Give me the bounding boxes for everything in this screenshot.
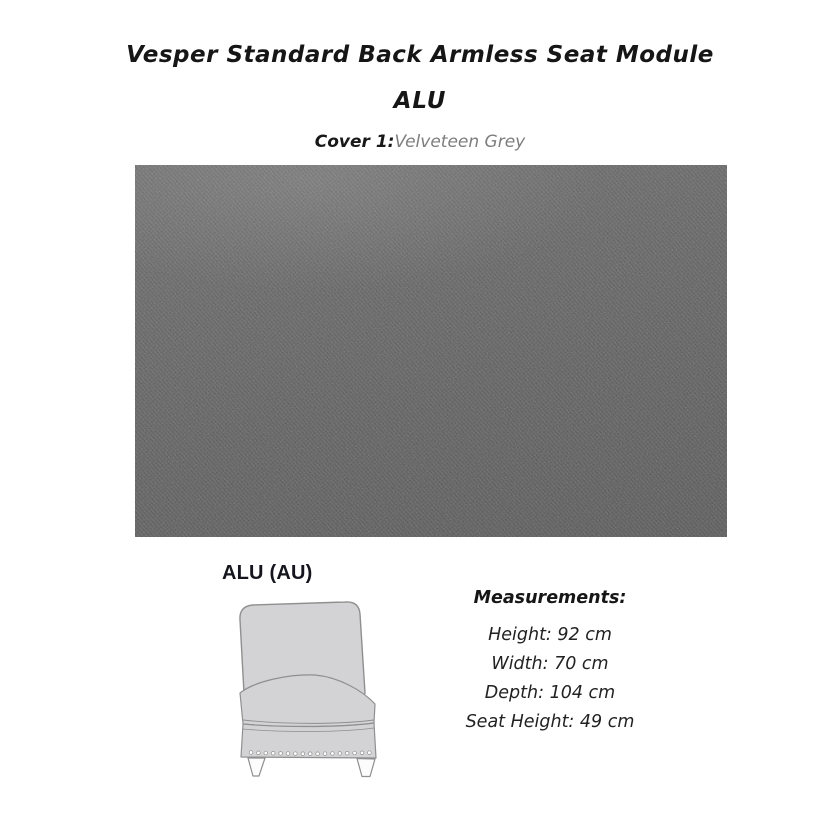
left-leg	[248, 758, 265, 776]
measurement-row-seat-height	[415, 708, 685, 737]
measurement-label: Width:	[491, 654, 549, 674]
measurements-section	[415, 588, 685, 737]
cover-label: Cover 1:	[314, 132, 395, 152]
page-title: Vesper Standard Back Armless Seat Module	[126, 42, 714, 68]
measurement-value: 70 cm	[554, 654, 609, 674]
measurement-label: Seat Height:	[465, 712, 575, 732]
measurement-row-height	[415, 621, 685, 650]
measurement-row-width	[415, 650, 685, 679]
measurement-label: Depth:	[484, 683, 544, 703]
measurement-value: 49 cm	[579, 712, 635, 732]
module-code-label: ALU (AU)	[222, 562, 313, 584]
measurements-heading: Measurements:	[473, 588, 627, 608]
fabric-swatch-image	[135, 165, 727, 537]
measurement-label: Height:	[488, 625, 552, 645]
measurement-value: 92 cm	[557, 625, 612, 645]
measurement-value: 104 cm	[549, 683, 616, 703]
fabric-noise-texture	[135, 165, 727, 537]
cover-value: Velveteen Grey	[394, 132, 526, 152]
product-code-subtitle: ALU	[393, 88, 447, 114]
right-leg	[357, 759, 375, 777]
seat-module-drawing	[233, 596, 383, 784]
measurement-row-depth	[415, 679, 685, 708]
cover-caption	[0, 132, 840, 152]
